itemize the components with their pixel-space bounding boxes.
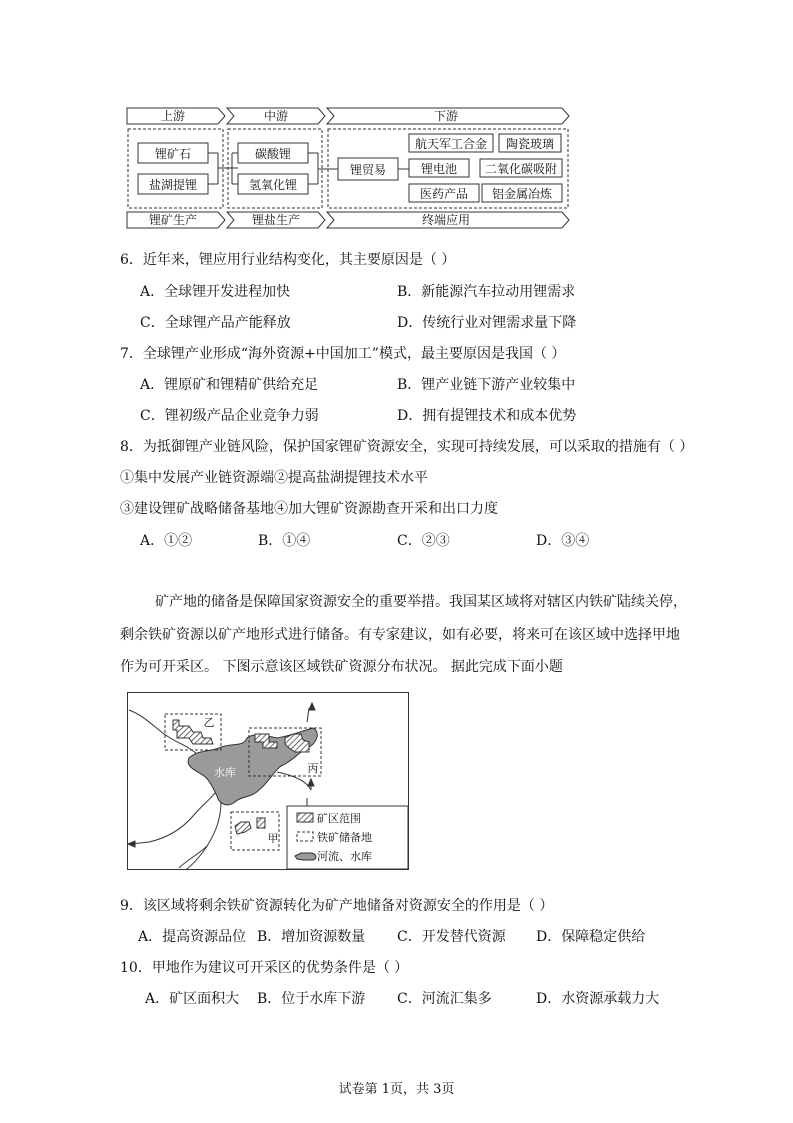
- q6-option-a: A．全球锂开发进程加快: [140, 284, 291, 300]
- mine-jia-2: [257, 818, 265, 828]
- node-midstream-0: 碳酸锂: [254, 147, 292, 161]
- q8-option-d: D．③④: [536, 533, 590, 549]
- q8-statement-1: ①集中发展产业链资源端②提高盐湖提锂技术水平: [120, 470, 428, 486]
- question-10-stem: 10．甲地作为建议可开采区的优势条件是（ ）: [120, 960, 409, 976]
- q10-option-d: D．水资源承载力大: [536, 991, 660, 1007]
- passage-line-3: 作为可开采区。 下图示意该区域铁矿资源分布状况。 据此完成下面小题: [120, 659, 563, 675]
- q8-option-b: B．①④: [258, 533, 311, 549]
- node-downstream-0: 航天军工合金: [414, 137, 488, 151]
- q8-statement-2: ③建设锂矿战略储备基地④加大锂矿资源勘查开采和出口力度: [120, 501, 498, 517]
- node-downstream-1: 陶瓷玻璃: [505, 137, 555, 151]
- question-6-stem: 6．近年来，锂应用行业结构变化，其主要原因是（ ）: [120, 252, 456, 268]
- node-trade: 锂贸易: [349, 163, 387, 177]
- page-footer: 试卷第 1页，共 3页: [338, 1082, 455, 1097]
- lithium-chain-diagram: [126, 106, 596, 232]
- question-8-stem: 8．为抵御锂产业链风险，保护国家锂矿资源安全，实现可持续发展，可以采取的措施有（ ）: [120, 439, 694, 455]
- q9-option-c: C．开发替代资源: [397, 929, 506, 945]
- label-yi: 乙: [203, 716, 215, 729]
- node-downstream-4: 医药产品: [419, 187, 469, 201]
- stage-top-2: 下游: [433, 109, 459, 123]
- node-midstream-1: 氢氧化锂: [248, 178, 298, 192]
- legend-mine-area: 矿区范围: [317, 812, 361, 825]
- passage-line-2: 剩余铁矿资源以矿产地形式进行储备。有专家建议，如有必要，将来可在该区域中选择甲地: [120, 627, 680, 643]
- node-downstream-2: 锂电池: [420, 162, 458, 176]
- question-7-stem: 7．全球锂产业形成“海外资源+中国加工”模式，最主要原因是我国（ ）: [120, 346, 566, 362]
- q7-option-a: A．锂原矿和锂精矿供给充足: [140, 377, 319, 393]
- stage-bottom-1: 锂盐生产: [251, 213, 301, 227]
- q7-option-c: C．锂初级产品企业竞争力弱: [140, 408, 319, 424]
- q7-option-d: D．拥有提锂技术和成本优势: [397, 408, 577, 424]
- label-reservoir: 水库: [214, 766, 236, 779]
- node-upstream-0: 锂矿石: [154, 147, 192, 161]
- q8-option-c: C．②③: [397, 533, 450, 549]
- upstream-group: [128, 129, 223, 208]
- q10-option-a: A．矿区面积大: [145, 991, 240, 1007]
- label-bing: 丙: [307, 762, 319, 775]
- q6-option-b: B．新能源汽车拉动用锂需求: [397, 284, 576, 300]
- q9-option-b: B．增加资源数量: [257, 929, 366, 945]
- question-9-stem: 9．该区域将剩余铁矿资源转化为矿产地储备对资源安全的作用是（ ）: [120, 898, 554, 914]
- node-downstream-3: 二氧化碳吸附: [484, 162, 558, 176]
- q9-option-a: A．提高资源品位: [138, 929, 247, 945]
- node-upstream-1: 盐湖提锂: [148, 178, 198, 192]
- q6-option-c: C．全球锂产品产能释放: [140, 315, 291, 331]
- legend-storage: 铁矿储备地: [317, 831, 372, 844]
- stage-top-0: 上游: [160, 109, 186, 123]
- q6-option-d: D．传统行业对锂需求量下降: [397, 315, 577, 331]
- stage-bottom-0: 锂矿生产: [148, 213, 198, 227]
- q10-option-c: C．河流汇集多: [397, 991, 492, 1007]
- q9-option-d: D．保障稳定供给: [536, 929, 646, 945]
- midstream-group: [228, 129, 322, 208]
- map-legend: [287, 806, 408, 869]
- node-downstream-5: 铝金属冶炼: [491, 187, 553, 201]
- q8-option-a: A．①②: [140, 533, 193, 549]
- legend-river-reservoir: 河流、水库: [317, 850, 372, 863]
- iron-ore-map: [127, 692, 409, 870]
- q7-option-b: B．锂产业链下游产业较集中: [397, 377, 576, 393]
- passage-line-1: 矿产地的储备是保障国家资源安全的重要举措。我国某区域将对辖区内铁矿陆续关停，: [155, 594, 687, 610]
- stage-top-1: 中游: [263, 109, 289, 123]
- stage-bottom-2: 终端应用: [421, 213, 471, 227]
- q10-option-b: B．位于水库下游: [257, 991, 366, 1007]
- label-jia: 甲: [267, 832, 279, 845]
